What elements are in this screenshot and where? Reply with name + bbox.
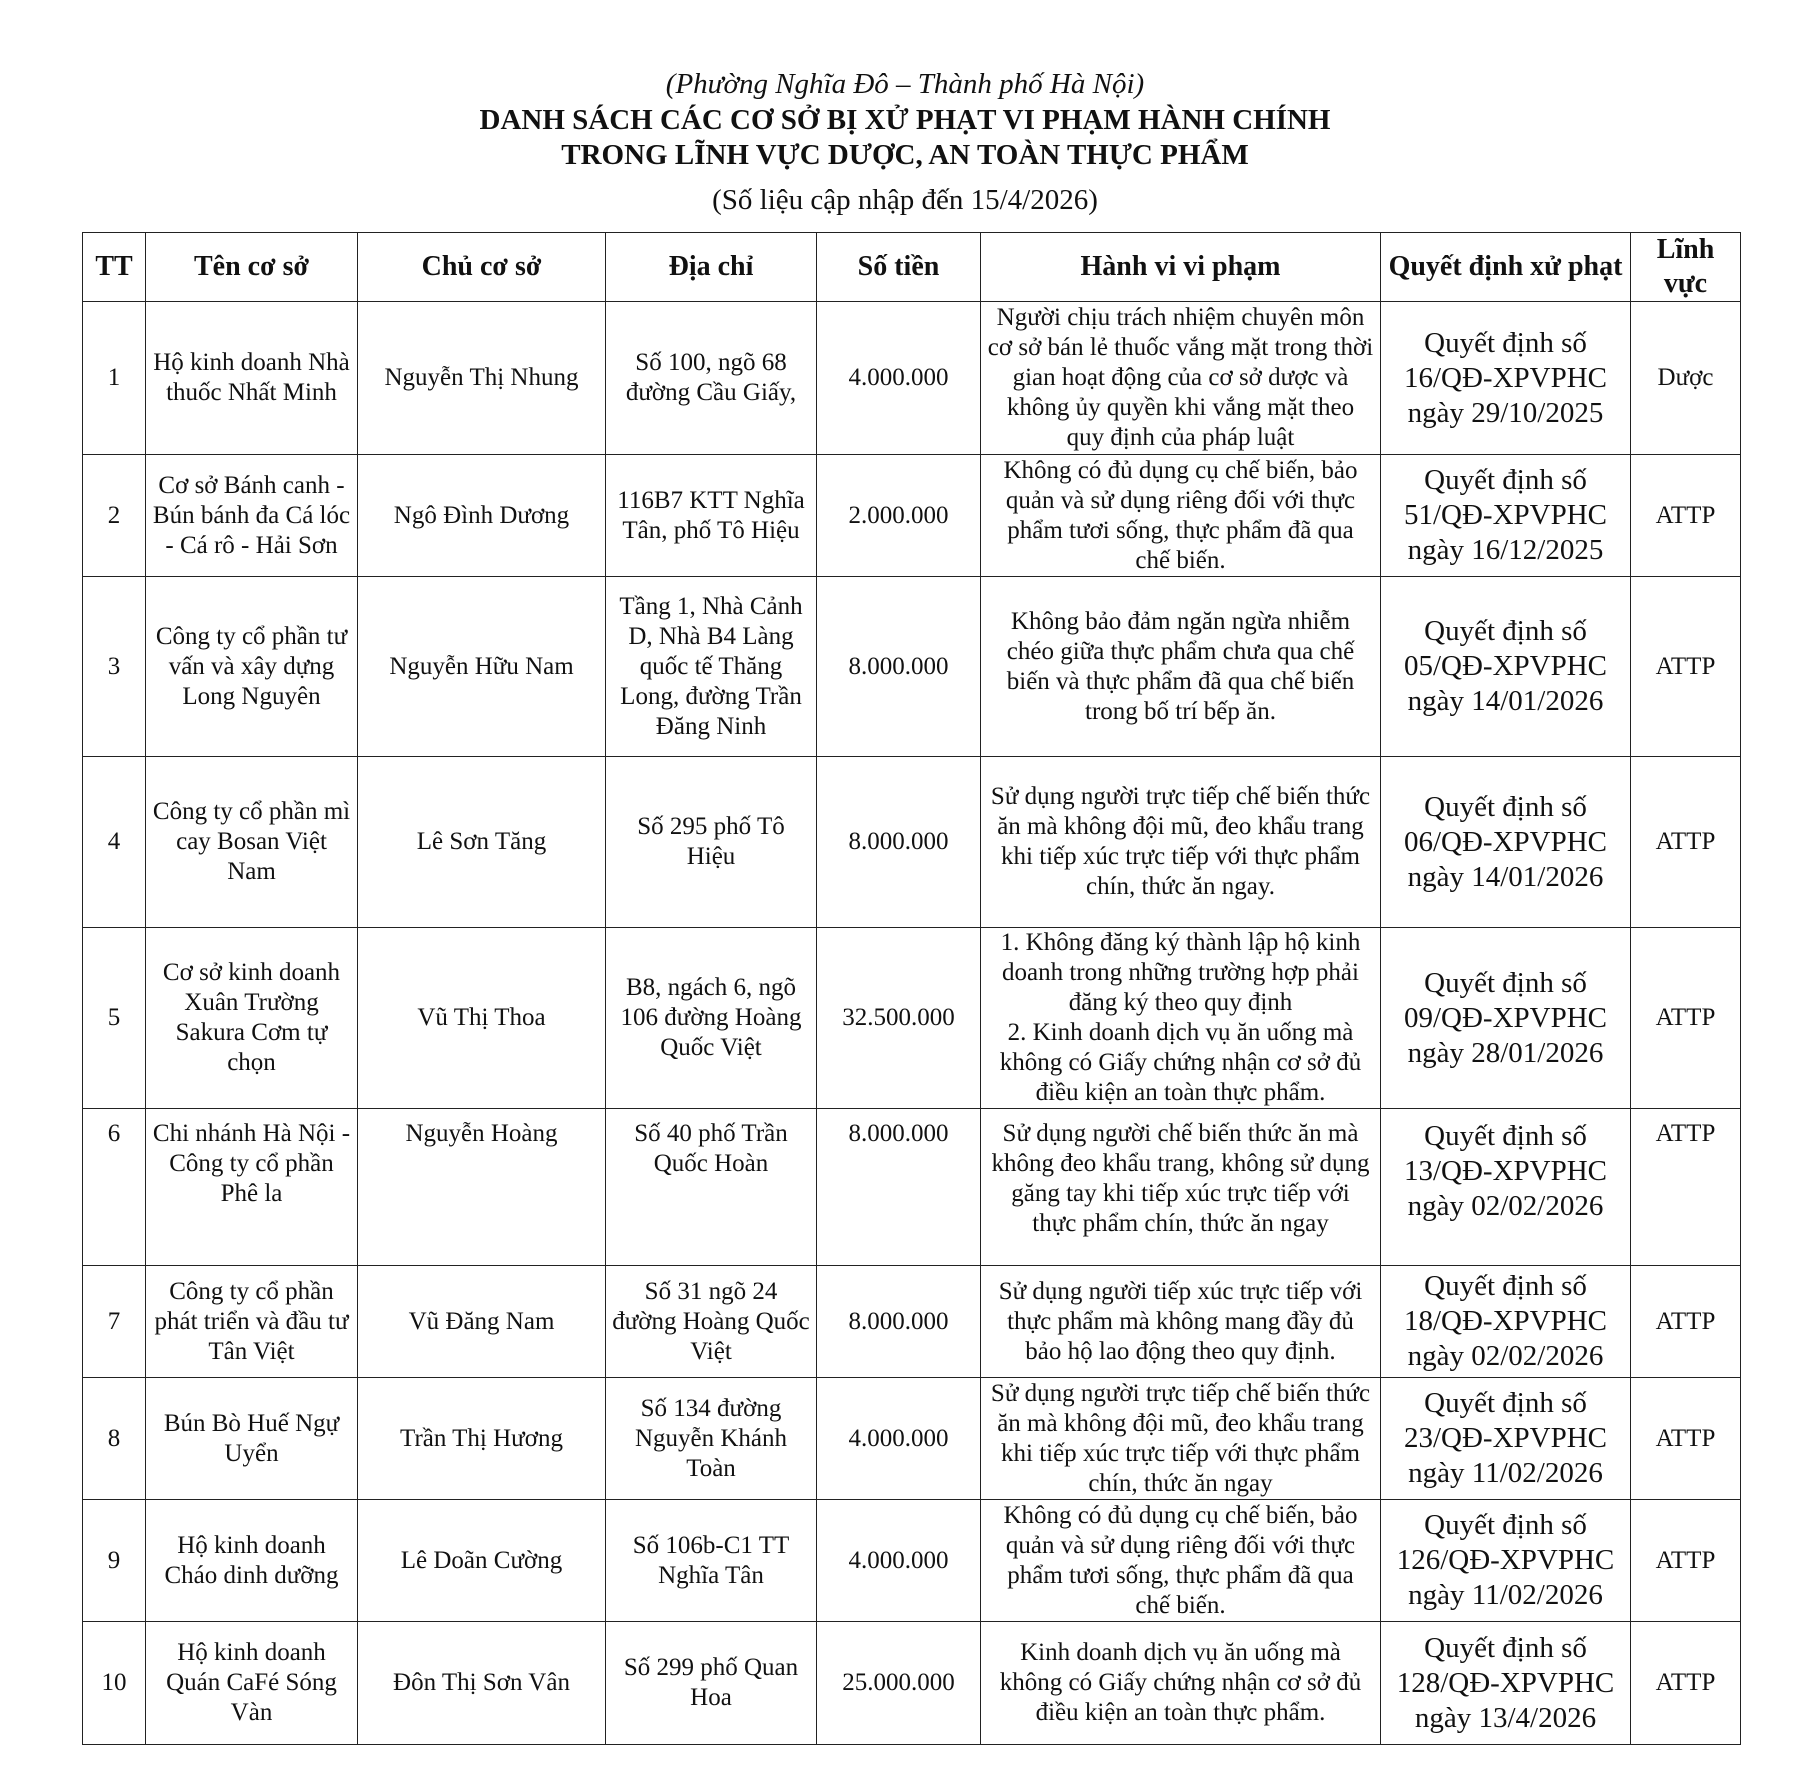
cell-tt: 9 [83,1500,146,1622]
table-header-row [83,233,1741,302]
cell-field: ATTP [1631,455,1741,577]
cell-name: Công ty cổ phần tư vấn và xây dựng Long Nguyên [146,577,358,757]
cell-tt: 4 [83,757,146,928]
cell-name: Hộ kinh doanh Cháo dinh dưỡng [146,1500,358,1622]
violations-table [82,232,1741,1745]
cell-address: Số 134 đường Nguyễn Khánh Toàn [606,1378,817,1500]
cell-owner: Nguyễn Hoàng [358,1109,606,1266]
cell-amount: 32.500.000 [817,928,981,1109]
cell-tt: 10 [83,1622,146,1745]
cell-amount: 2.000.000 [817,455,981,577]
table-row [83,1266,1741,1378]
cell-violation: Không bảo đảm ngăn ngừa nhiễm chéo giữa thực phẩm chưa qua chế biến và thực phẩm đã qua chế biến trong bố trí bếp ăn. [981,577,1381,757]
cell-address: B8, ngách 6, ngõ 106 đường Hoàng Quốc Việt [606,928,817,1109]
cell-amount: 4.000.000 [817,302,981,455]
cell-tt: 1 [83,302,146,455]
cell-violation: Sử dụng người trực tiếp chế biến thức ăn mà không đội mũ, đeo khẩu trang khi tiếp xúc trực tiếp với thực phẩm chín, thức ăn ngay [981,1378,1381,1500]
header-decision: Quyết định xử phạt [1381,233,1631,302]
cell-owner: Lê Sơn Tăng [358,757,606,928]
cell-tt: 8 [83,1378,146,1500]
header-address: Địa chỉ [606,233,817,302]
cell-name: Công ty cổ phần phát triển và đầu tư Tân Việt [146,1266,358,1378]
cell-field: ATTP [1631,1500,1741,1622]
cell-owner: Vũ Thị Thoa [358,928,606,1109]
violation-item: 1. Không đăng ký thành lập hộ kinh doanh trong những trường hợp phải đăng ký theo quy định [1000,929,1361,1016]
cell-violation: Sử dụng người trực tiếp chế biến thức ăn mà không đội mũ, đeo khẩu trang khi tiếp xúc trực tiếp với thực phẩm chín, thức ăn ngay. [981,757,1381,928]
cell-field: ATTP [1631,1378,1741,1500]
cell-decision: Quyết định số 23/QĐ-XPVPHC ngày 11/02/2026 [1381,1378,1631,1500]
cell-violation [981,928,1381,1109]
table-row [83,455,1741,577]
cell-decision: Quyết định số 51/QĐ-XPVPHC ngày 16/12/2025 [1381,455,1631,577]
cell-owner: Nguyễn Thị Nhung [358,302,606,455]
cell-field: ATTP [1631,928,1741,1109]
header-violation: Hành vi vi phạm [981,233,1381,302]
cell-amount: 8.000.000 [817,577,981,757]
violation-item: 2. Kinh doanh dịch vụ ăn uống mà không có Giấy chứng nhận cơ sở đủ điều kiện an toàn thực phẩm. [999,1019,1362,1106]
document-subtitle: (Phường Nghĩa Đô – Thành phố Hà Nội) [665,68,1145,100]
cell-name: Cơ sở Bánh canh - Bún bánh đa Cá lóc - Cá rô - Hải Sơn [146,455,358,577]
document-title-line1: DANH SÁCH CÁC CƠ SỞ BỊ XỬ PHẠT VI PHẠM HÀNH CHÍNH [479,104,1331,136]
cell-name: Cơ sở kinh doanh Xuân Trường Sakura Cơm tự chọn [146,928,358,1109]
cell-field: ATTP [1631,1109,1741,1266]
table-row [83,928,1741,1109]
cell-address: Số 40 phố Trần Quốc Hoàn [606,1109,817,1266]
table-row [83,757,1741,928]
cell-violation: Kinh doanh dịch vụ ăn uống mà không có Giấy chứng nhận cơ sở đủ điều kiện an toàn thực phẩm. [981,1622,1381,1745]
cell-address: Tầng 1, Nhà Cảnh D, Nhà B4 Làng quốc tế Thăng Long, đường Trần Đăng Ninh [606,577,817,757]
header-owner: Chủ cơ sở [358,233,606,302]
cell-decision: Quyết định số 09/QĐ-XPVPHC ngày 28/01/2026 [1381,928,1631,1109]
cell-amount: 8.000.000 [817,1109,981,1266]
cell-address: Số 295 phố Tô Hiệu [606,757,817,928]
cell-decision: Quyết định số 126/QĐ-XPVPHC ngày 11/02/2026 [1381,1500,1631,1622]
cell-violation: Người chịu trách nhiệm chuyên môn cơ sở bán lẻ thuốc vắng mặt trong thời gian hoạt động của cơ sở dược và không ủy quyền khi vắng mặt theo quy định của pháp luật [981,302,1381,455]
cell-amount: 8.000.000 [817,1266,981,1378]
cell-amount: 4.000.000 [817,1500,981,1622]
header-name: Tên cơ sở [146,233,358,302]
cell-name: Bún Bò Huế Ngự Uyển [146,1378,358,1500]
header-field: Lĩnh vực [1631,233,1741,302]
cell-field: Dược [1631,302,1741,455]
cell-name: Chi nhánh Hà Nội - Công ty cổ phần Phê la [146,1109,358,1266]
cell-decision: Quyết định số 13/QĐ-XPVPHC ngày 02/02/2026 [1381,1109,1631,1266]
cell-tt: 7 [83,1266,146,1378]
cell-field: ATTP [1631,1266,1741,1378]
update-note: (Số liệu cập nhập đến 15/4/2026) [712,184,1098,216]
cell-decision: Quyết định số 05/QĐ-XPVPHC ngày 14/01/2026 [1381,577,1631,757]
cell-owner: Trần Thị Hương [358,1378,606,1500]
cell-tt: 6 [83,1109,146,1266]
cell-name: Công ty cổ phần mì cay Bosan Việt Nam [146,757,358,928]
cell-field: ATTP [1631,577,1741,757]
cell-address: Số 100, ngõ 68 đường Cầu Giấy, [606,302,817,455]
cell-tt: 3 [83,577,146,757]
cell-address: Số 299 phố Quan Hoa [606,1622,817,1745]
cell-owner: Ngô Đình Dương [358,455,606,577]
cell-decision: Quyết định số 18/QĐ-XPVPHC ngày 02/02/2026 [1381,1266,1631,1378]
table-row [83,1622,1741,1745]
cell-tt: 5 [83,928,146,1109]
cell-owner: Lê Doãn Cường [358,1500,606,1622]
document-title-line2: TRONG LĨNH VỰC DƯỢC, AN TOÀN THỰC PHẨM [561,139,1249,171]
cell-owner: Vũ Đăng Nam [358,1266,606,1378]
cell-amount: 4.000.000 [817,1378,981,1500]
cell-decision: Quyết định số 06/QĐ-XPVPHC ngày 14/01/2026 [1381,757,1631,928]
cell-decision: Quyết định số 16/QĐ-XPVPHC ngày 29/10/2025 [1381,302,1631,455]
table-row [83,302,1741,455]
cell-tt: 2 [83,455,146,577]
header-amount: Số tiền [817,233,981,302]
header-tt: TT [83,233,146,302]
cell-name: Hộ kinh doanh Nhà thuốc Nhất Minh [146,302,358,455]
cell-violation: Không có đủ dụng cụ chế biến, bảo quản và sử dụng riêng đối với thực phẩm tươi sống, thực phẩm đã qua chế biến. [981,1500,1381,1622]
cell-name: Hộ kinh doanh Quán CaFé Sóng Vàn [146,1622,358,1745]
table-row [83,1109,1741,1266]
cell-field: ATTP [1631,757,1741,928]
cell-violation: Không có đủ dụng cụ chế biến, bảo quản và sử dụng riêng đối với thực phẩm tươi sống, thực phẩm đã qua chế biến. [981,455,1381,577]
cell-address: 116B7 KTT Nghĩa Tân, phố Tô Hiệu [606,455,817,577]
cell-address: Số 106b-C1 TT Nghĩa Tân [606,1500,817,1622]
table-row [83,1378,1741,1500]
table-row [83,577,1741,757]
cell-violation: Sử dụng người chế biến thức ăn mà không đeo khẩu trang, không sử dụng găng tay khi tiếp xúc trực tiếp với thực phẩm chín, thức ăn ngay [981,1109,1381,1266]
cell-amount: 25.000.000 [817,1622,981,1745]
cell-address: Số 31 ngõ 24 đường Hoàng Quốc Việt [606,1266,817,1378]
cell-decision: Quyết định số 128/QĐ-XPVPHC ngày 13/4/2026 [1381,1622,1631,1745]
cell-violation: Sử dụng người tiếp xúc trực tiếp với thực phẩm mà không mang đầy đủ bảo hộ lao động theo quy định. [981,1266,1381,1378]
cell-owner: Nguyễn Hữu Nam [358,577,606,757]
table-row [83,1500,1741,1622]
cell-field: ATTP [1631,1622,1741,1745]
cell-owner: Đôn Thị Sơn Vân [358,1622,606,1745]
cell-amount: 8.000.000 [817,757,981,928]
